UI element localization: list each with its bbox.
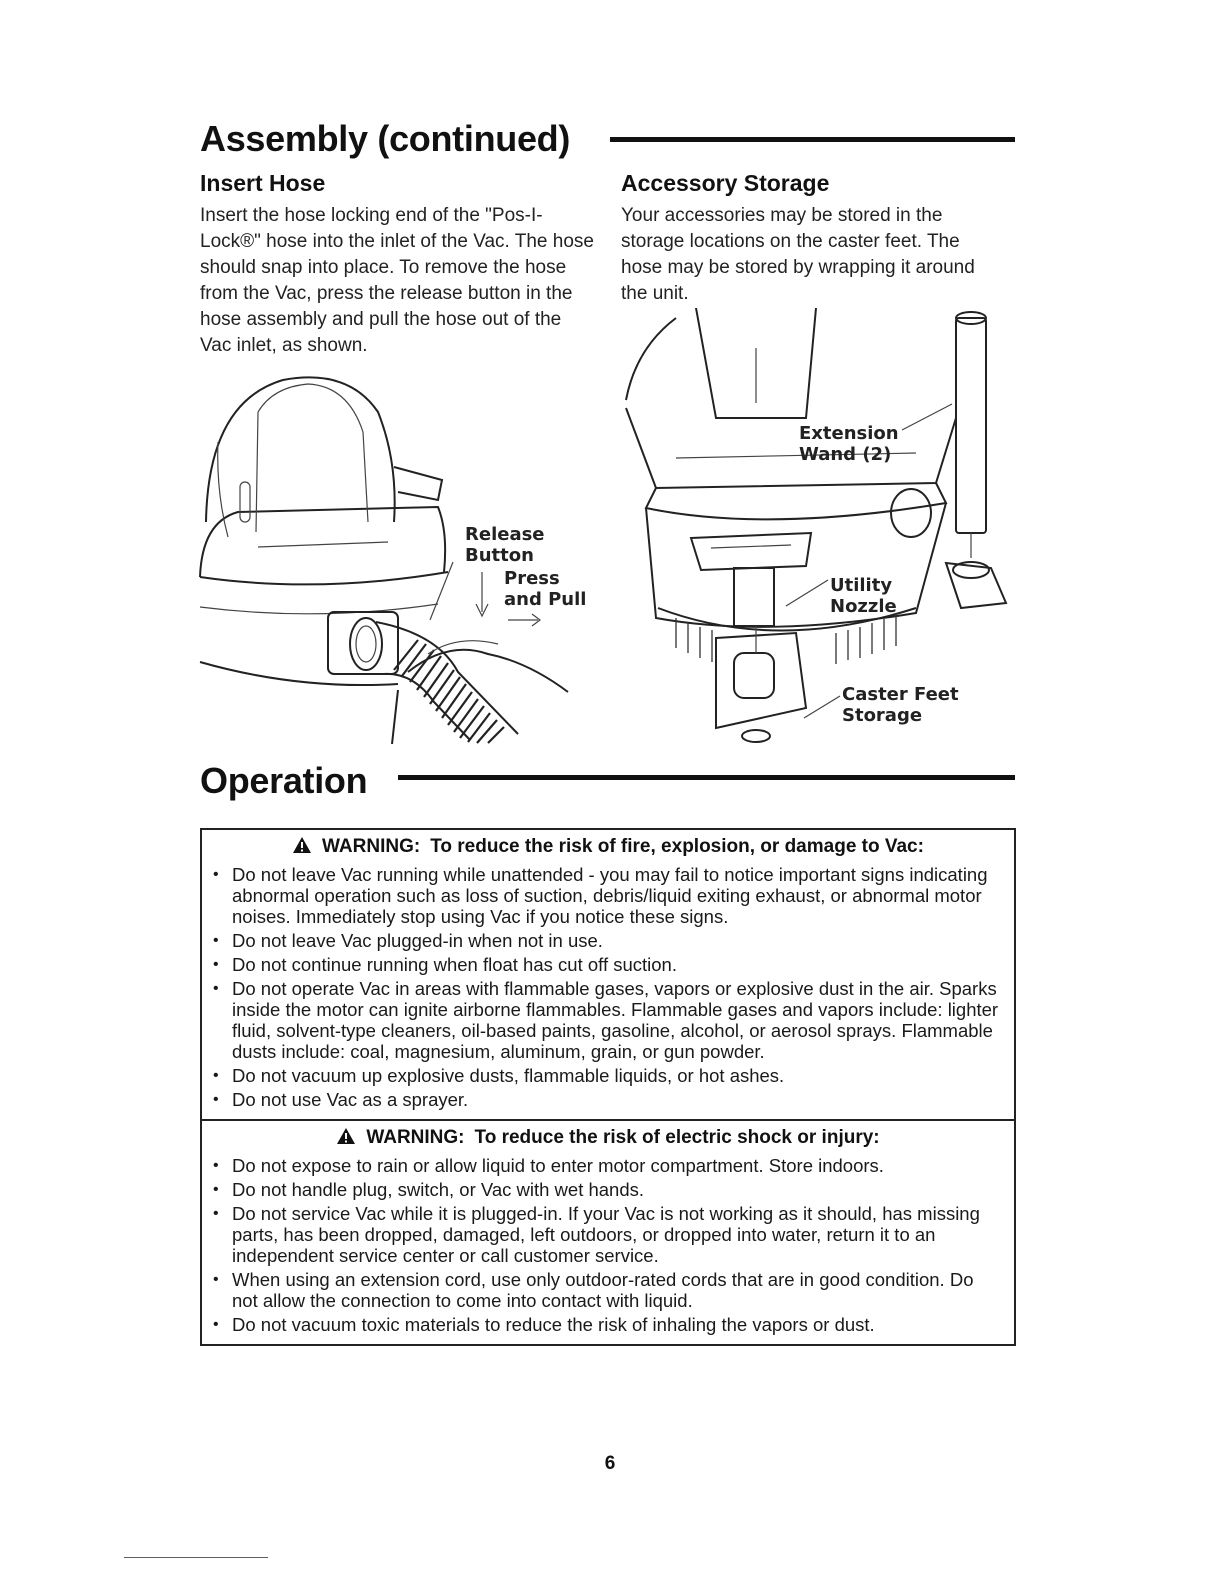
insert-hose-heading: Insert Hose — [200, 170, 326, 196]
warning-triangle-icon — [292, 836, 312, 854]
warning-shock-list — [212, 1155, 1004, 1335]
warning-shock-heading: WARNING: To reduce the risk of electric shock or injury: — [212, 1127, 1004, 1149]
insert-hose-text: Insert the hose locking end of the "Pos-I-Lock®" hose into the inlet of the Vac. The hose should snap into place. To remove the hose from the Vac, press the release button in the hose assembly and pull the hose out of the Vac inlet, as shown. — [200, 205, 594, 356]
release-button-label: Release Button — [465, 524, 545, 566]
list-item: • Do not handle plug, switch, or Vac with wet hands. — [212, 1179, 1004, 1200]
list-item: • Do not vacuum up explosive dusts, flammable liquids, or hot ashes. — [212, 1065, 1004, 1086]
list-item: • Do not continue running when float has cut off suction. — [212, 954, 1004, 975]
list-item: • When using an extension cord, use only outdoor-rated cords that are in good condition. Do not allow the connection to come into contact with liquid. — [212, 1269, 1004, 1311]
list-item: • Do not service Vac while it is plugged-in. If your Vac is not working as it should, has missing parts, has been dropped, damaged, left outdoors, or dropped into water, return it to an independent service center or call customer service. — [212, 1203, 1004, 1266]
assembly-title: Assembly (continued) — [200, 118, 571, 159]
list-item: • Do not use Vac as a sprayer. — [212, 1089, 1004, 1110]
warning-shock-section — [202, 1119, 1014, 1344]
caster-feet-storage-label: Caster Feet Storage — [842, 684, 959, 726]
list-item: • Do not expose to rain or allow liquid to enter motor compartment. Store indoors. — [212, 1155, 1004, 1176]
assembly-title-rule — [610, 137, 1015, 142]
warning-triangle-icon — [336, 1127, 356, 1145]
accessory-storage-heading: Accessory Storage — [621, 170, 830, 196]
warning-fire-section — [202, 830, 1014, 1119]
footer-rule — [124, 1557, 268, 1558]
warning-fire-heading: WARNING: To reduce the risk of fire, explosion, or damage to Vac: — [212, 836, 1004, 858]
utility-nozzle-label: Utility Nozzle — [830, 575, 897, 617]
press-and-pull-label: Press and Pull — [504, 568, 587, 610]
list-item: • Do not vacuum toxic materials to reduce the risk of inhaling the vapors or dust. — [212, 1314, 1004, 1335]
extension-wand-label: Extension Wand (2) — [799, 423, 899, 465]
hose-removal-figure — [198, 372, 598, 744]
list-item: • Do not leave Vac plugged-in when not in use. — [212, 930, 1004, 951]
warnings-box — [200, 828, 1016, 1346]
operation-title: Operation — [200, 760, 368, 801]
operation-title-rule — [398, 775, 1015, 780]
vac-accessory-illustration — [616, 308, 1016, 746]
page-number: 6 — [604, 1453, 616, 1474]
warning-fire-list — [212, 864, 1004, 1110]
list-item: • Do not operate Vac in areas with flammable gases, vapors or explosive dust in the air. Sparks inside the motor can ignite airborne flammables. Flammable gases and vapors include: lighter fluid, solvent-type cleaners, oil-based paints, gasoline, alcohol, or aerosol sprays. Flammable dusts include: coal, magnesium, aluminum, grain, or gun powder. — [212, 978, 1004, 1062]
accessory-storage-text: Your accessories may be stored in the storage locations on the caster feet. The hose may be stored by wrapping it around the unit. — [621, 205, 975, 304]
accessory-storage-figure — [616, 308, 1016, 746]
list-item: • Do not leave Vac running while unattended - you may fail to notice important signs indicating abnormal operation such as loss of suction, debris/liquid exiting exhaust, or abnormal motor noises. Immediately stop using Vac if you notice these signs. — [212, 864, 1004, 927]
